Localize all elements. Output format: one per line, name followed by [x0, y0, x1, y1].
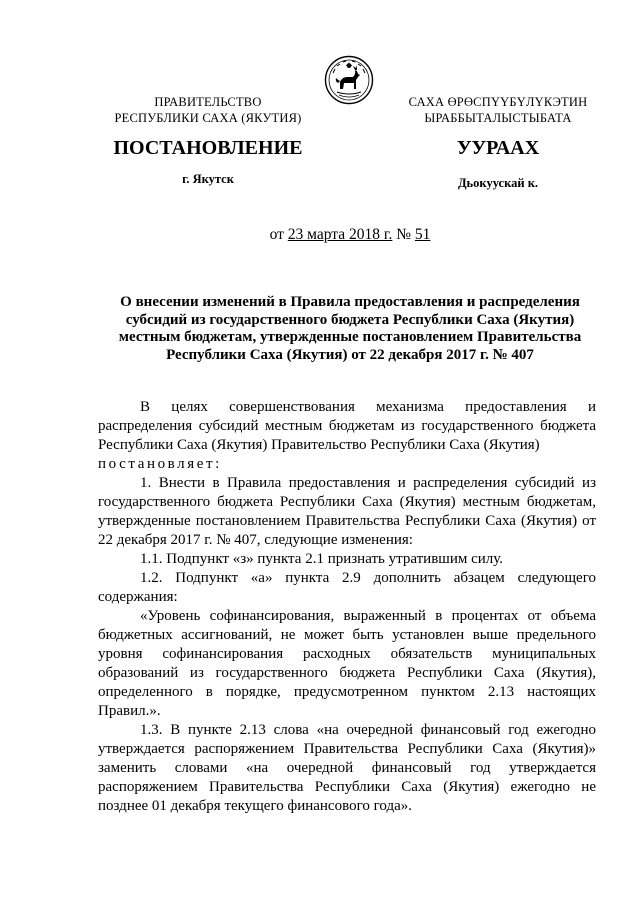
government-name-line2: РЕСПУБЛИКИ САХА (ЯКУТИЯ)	[114, 111, 302, 125]
quote-paragraph: «Уровень софинансирования, выраженный в процентах от объема бюджетных ассигнований, не может быть установлен выше предельного уровня софинансирования расходных обязательств муниципальных образований из государственного бюджета Республики Саха (Якутия), определенного в порядке, предусмотренном пунктом 2.13 настоящих Правил.».	[98, 608, 596, 719]
item-1-3: 1.3. В пункте 2.13 слова «на очередной финансовый год ежегодно утверждается распоряжением Правительства Республики Саха (Якутия)» заменить словами «на очередной финансовый год утверждается распоряжением Правительства Республики Саха (Якутия) ежегодно не позднее 01 декабря текущего финансового года».	[98, 722, 596, 814]
item-1: 1. Внести в Правила предоставления и распределения субсидий из государственного бюджета Республики Саха (Якутия) местным бюджетам, утвержденные постановлением Правительства Республики Саха (Якутия) от 22 декабря 2017 г. № 407, следующие изменения:	[98, 475, 596, 548]
number-sign: №	[396, 226, 412, 243]
government-name-russian	[100, 94, 316, 126]
decree-word: постановляет:	[98, 456, 222, 472]
decree-date-line	[100, 226, 600, 244]
government-name-yakut-line2: ЫРАББЫТАЛЫСТЫБАТА	[424, 111, 572, 125]
decree-date: 23 марта 2018 г.	[287, 226, 393, 243]
decree-subject	[100, 294, 600, 364]
government-name-yakut	[398, 94, 598, 126]
decree-number: 51	[414, 226, 431, 243]
item-1-2: 1.2. Подпункт «а» пункта 2.9 дополнить абзацем следующего содержания:	[98, 570, 596, 605]
government-name-yakut-line1: САХА ӨРӨСПҮҮБҮЛҮКЭТИН	[408, 95, 588, 109]
government-name-line1: ПРАВИТЕЛЬСТВО	[154, 95, 262, 109]
decree-body	[98, 398, 596, 816]
coat-of-arms-emblem-icon	[324, 55, 374, 105]
city-russian: г. Якутск	[182, 172, 234, 186]
date-prefix: от	[269, 226, 284, 243]
subject-line: субсидий из государственного бюджета Республики Саха (Якутия)	[125, 311, 575, 328]
subject-line: Республики Саха (Якутия) от 22 декабря 2017 г. № 407	[166, 346, 534, 363]
document-title-russian: ПОСТАНОВЛЕНИЕ	[113, 137, 303, 159]
decree-word-paragraph	[98, 455, 596, 474]
subject-line: местным бюджетам, утвержденные постановлением Правительства	[118, 329, 582, 345]
item-1-1: 1.1. Подпункт «з» пункта 2.1 признать утратившим силу.	[140, 551, 504, 567]
document-title-yakut: УУРААХ	[456, 137, 540, 159]
intro-paragraph: В целях совершенствования механизма предоставления и распределения субсидий местным бюджетам из государственного бюджета Республики Саха (Якутия) Правительство Республики Саха (Якутия)	[98, 399, 596, 453]
subject-line: О внесении изменений в Правила предоставления и распределения	[120, 294, 580, 310]
city-yakut: Дьокуускай к.	[457, 176, 539, 190]
